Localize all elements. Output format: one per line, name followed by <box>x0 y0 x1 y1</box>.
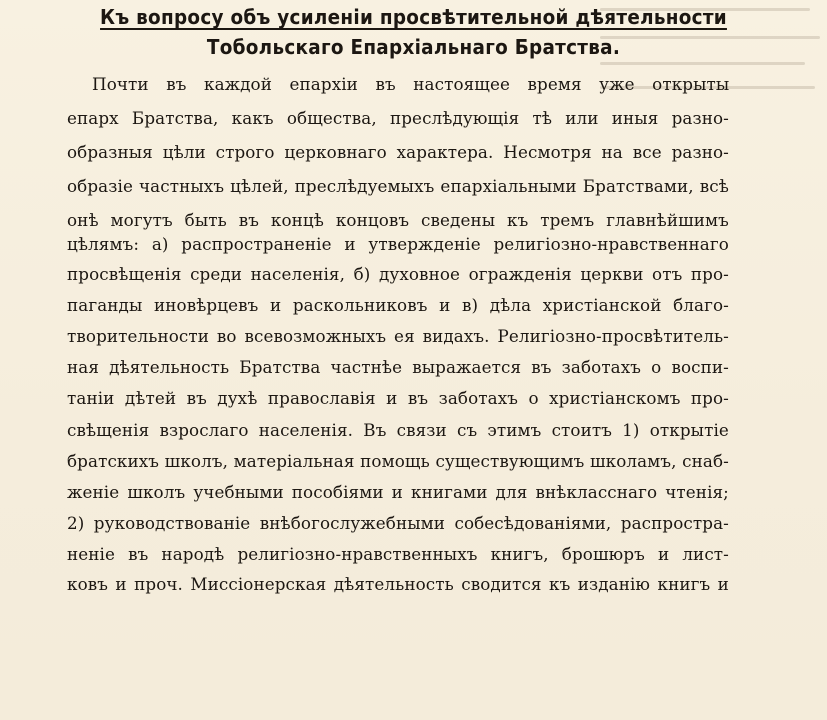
body-line: таніи дѣтей въ духѣ православія и въ заботахъ о христіанскомъ про- <box>67 389 729 409</box>
body-line: просвѣщенія среди населенія, б) духовное огражденія церкви отъ про- <box>67 265 729 285</box>
body-line: образныя цѣли строго церковнаго характера. Несмотря на все разно- <box>67 143 729 163</box>
body-line: ная дѣятельность Братства частнѣе выражается въ заботахъ о воспи- <box>67 358 729 378</box>
body-line: ковъ и проч. Миссіонерская дѣятельность сводится къ изданію книгъ и <box>67 575 729 595</box>
body-line: 2) руководствованіе внѣбогослужебными собесѣдованіями, распростра- <box>67 514 729 534</box>
body-line: цѣлямъ: а) распространеніе и утвержденіе религіозно-нравственнаго <box>67 235 729 255</box>
body-line: паганды иновѣрцевъ и раскольниковъ и в) дѣла христіанской благо- <box>67 296 729 316</box>
body-line: неніе въ народѣ религіозно-нравственныхъ книгъ, брошюръ и лист- <box>67 545 729 565</box>
body-line: братскихъ школъ, матеріальная помощь существующимъ школамъ, снаб- <box>67 452 729 472</box>
body-line: Почти въ каждой епархіи въ настоящее время уже открыты <box>92 75 730 95</box>
body-line: творительности во всевозможныхъ ея видахъ. Религіозно-просвѣтитель- <box>67 327 729 347</box>
body-line: женіе школъ учебными пособіями и книгами для внѣкласснаго чтенія; <box>67 483 729 503</box>
body-line: образіе частныхъ цѣлей, преслѣдуемыхъ епархіальными Братствами, всѣ <box>67 177 729 197</box>
body-line: онѣ могутъ быть въ концѣ концовъ сведены къ тремъ главнѣйшимъ <box>67 211 729 231</box>
article-title-line-2: Тобольскаго Епархіальнаго Братства. <box>206 35 621 59</box>
article-title-line-1: Къ вопросу объ усиленіи просвѣтительной дѣятельности <box>100 5 727 29</box>
body-line: свѣщенія взрослаго населенія. Въ связи съ этимъ стоитъ 1) открытіе <box>67 421 729 441</box>
body-line: епарх Братства, какъ общества, преслѣдующія тѣ или иныя разно- <box>67 109 729 129</box>
